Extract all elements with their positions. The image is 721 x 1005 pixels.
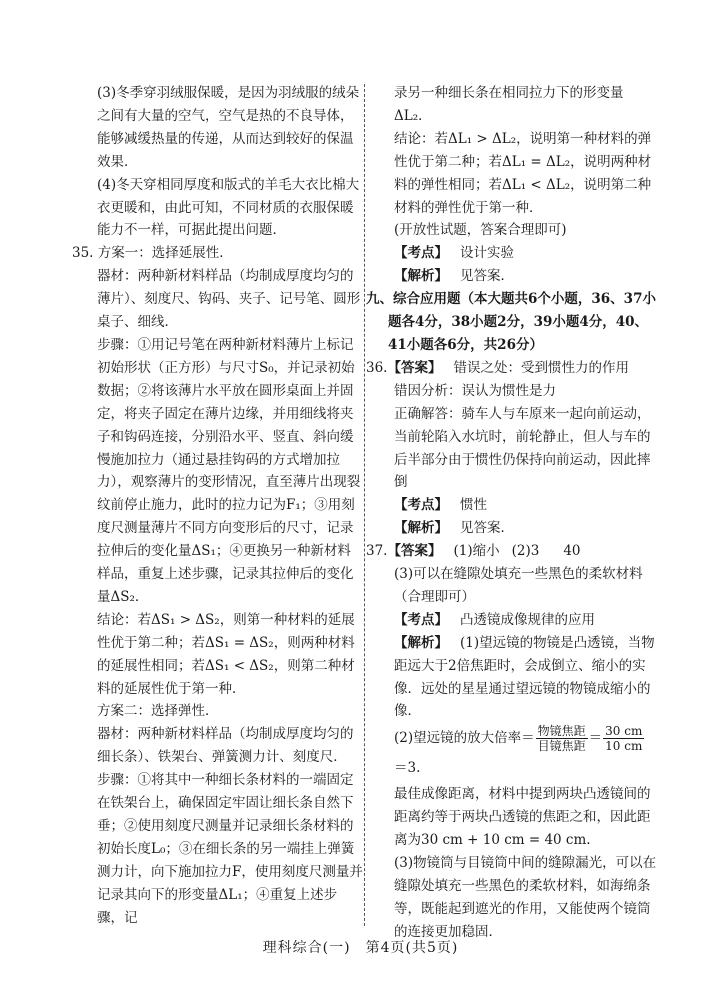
q37-answer-3: (3)可以在缝隙处填充一些黑色的柔软材料（合理即可） <box>394 566 643 605</box>
right-column <box>366 82 658 944</box>
plan1-conclusion: 结论：若ΔS₁ > ΔS₂，则第一种材料的延展性优于第二种；若ΔS₁ = ΔS₂，则两种材料的延展性相同；若ΔS₁ < ΔS₂，则第二种材料的延展性优于第一种． <box>97 611 355 697</box>
q35-kaodian-text: 设计实验 <box>460 245 514 262</box>
q36-kaodian <box>366 494 658 517</box>
kaodian-label: 【考点】 <box>394 245 448 262</box>
q37-number: 37. <box>366 543 388 560</box>
q37-kaodian <box>366 609 658 632</box>
q37-answer-a: (1)缩小 <box>453 543 500 560</box>
magnification-result: ＝3. <box>394 760 421 777</box>
q34-part3: (3)冬季穿羽绒服保暖，是因为羽绒服的绒朵之间有大量的空气，空气是热的不良导体，能够减缓热量的传递，从而达到较好的保温效果． <box>97 85 360 170</box>
q37-jiexi2-formula <box>366 723 658 783</box>
q37-answer-b: (2)3 <box>511 543 540 560</box>
q36-kaodian-text: 惯性 <box>460 497 487 514</box>
q37-jiexi2-text: 最佳成像距离，材料中提到两块凸透镜间的距离约等于两块凸透镜的焦距之和，因此距离为30 cm + 10 cm = 40 cm. <box>394 786 651 849</box>
q37-answer <box>366 540 658 563</box>
q34-part4: (4)冬天穿相同厚度和版式的羊毛大衣比棉大衣更暖和，由此可知，不同材质的衣服保暖能力不一样，可据此提出问题． <box>97 176 360 239</box>
page-footer: 理科综合(一) 第4页(共5页) <box>262 940 459 956</box>
q35-jiexi <box>366 265 658 288</box>
q35-jiexi-text: 见答案． <box>460 268 514 285</box>
q37-jiexi1 <box>366 632 658 724</box>
equals-sign: ＝ <box>588 730 603 747</box>
magnification-label: (2)望远镜的放大倍率＝ <box>394 730 535 747</box>
q37-answer-c: 40 <box>563 543 581 560</box>
fraction-focal-names <box>536 724 588 753</box>
left-column <box>72 82 363 930</box>
plan2-equipment: 器材：两种新材料样品（均制成厚度均匀的细长条）、铁架台、弹簧测力计、刻度尺． <box>97 726 354 766</box>
column-divider <box>364 84 365 926</box>
kaodian-label: 【考点】 <box>394 611 448 628</box>
q36-answer <box>366 357 658 380</box>
q35-kaodian <box>366 242 658 265</box>
plan2-heading: 方案二：选择弹性． <box>97 703 219 720</box>
fraction-denominator: 10 cm <box>605 739 643 754</box>
jiexi-label: 【解析】 <box>394 268 448 285</box>
kaodian-label: 【考点】 <box>394 497 448 514</box>
jiexi-label: 【解析】 <box>394 520 448 537</box>
daan-label: 【答案】 <box>387 543 442 560</box>
plan2-steps-continued: 录另一种细长条在相同拉力下的形变量ΔL₂． <box>394 85 624 124</box>
q37-kaodian-text: 凸透镜成像规律的应用 <box>460 611 595 628</box>
fraction-denominator: 目镜焦距 <box>537 739 586 754</box>
fraction-focal-values <box>603 724 644 753</box>
section-nine-heading: 九、综合应用题（本大题共6个小题，36、37小题各4分，38小题2分，39小题4分，40、41小题各6分，共26分） <box>366 291 656 353</box>
q36-jiexi-text: 见答案． <box>460 520 514 537</box>
fraction-numerator: 物镜焦距 <box>537 724 586 739</box>
plan2-steps: 步骤：①将其中一种细长条材料的一端固定在铁架台上，确保固定牢固让细长条自然下垂；②使用刻度尺测量并记录细长条材料的初始长度L₀；③在细长条的另一端挂上弹簧测力计，向下施加拉力F，使用刻度尺测量并记录其向下的形变量ΔL₁；④重复上述步骤，记 <box>97 772 363 926</box>
daan-label: 【答案】 <box>387 359 442 376</box>
q37-jiexi1-text: (1)望远镜的物镜是凸透镜，当物距远大于2倍焦距时，会成倒立、缩小的实像．远处的星星通过望远镜的物镜成缩小的像． <box>394 634 655 720</box>
q36-jiexi <box>366 517 658 540</box>
q36-answer-text: 错误之处：受到惯性力的作用 <box>453 359 629 376</box>
jiexi-label: 【解析】 <box>394 634 448 651</box>
fraction-numerator: 30 cm <box>605 724 643 739</box>
plan1-equipment: 器材：两种新材料样品（均制成厚度均匀的薄片）、刻度尺、钩码、夹子、记号笔、圆形桌子、细线． <box>97 268 361 331</box>
q37-jiexi3: (3)物镜筒与目镜筒中间的缝隙漏光，可以在缝隙处填充一些黑色的柔软材料，如海绵条等，既能起到遮光的作用，又能使两个镜筒的连接更加稳固． <box>394 855 657 940</box>
plan1-steps: 步骤：①用记号笔在两种新材料薄片上标记初始形状（正方形）与尺寸S₀，并记录初始数据；②将该薄片水平放在圆形桌面上并固定，将夹子固定在薄片边缘，并用细线将夹子和钩码连接，分别沿水平、竖直、斜向缓慢施加拉力（通过悬挂钩码的方式增加拉力），观察薄片的变形情况，直至薄片出现裂纹前停止施力，此时的拉力记为F₁；③用刻度尺测量薄片不同方向变形后的尺寸，记录拉伸后的变化量ΔS₁；④更换另一种新材料样品，重复上述步骤，记录其拉伸后的变化量ΔS₂． <box>97 336 361 605</box>
q36-correct: 正确解答：骑车人与车原来一起向前运动，当前轮陷入水坑时，前轮静止，但人与车的后半部分由于惯性仍保持向前运动，因此摔倒 <box>394 405 651 491</box>
open-question-note: (开放性试题，答案合理即可) <box>394 222 567 239</box>
q36-number: 36. <box>366 359 388 376</box>
plan2-conclusion: 结论：若ΔL₁ > ΔL₂，说明第一种材料的弹性优于第二种；若ΔL₁ = ΔL₂，说明两种材料的弹性相同；若ΔL₁ < ΔL₂，说明第二种材料的弹性优于第一种． <box>394 130 652 216</box>
q35-heading: 35. 方案一：选择延展性． <box>72 245 233 262</box>
q36-reason: 错因分析：误认为惯性是力 <box>394 382 556 399</box>
